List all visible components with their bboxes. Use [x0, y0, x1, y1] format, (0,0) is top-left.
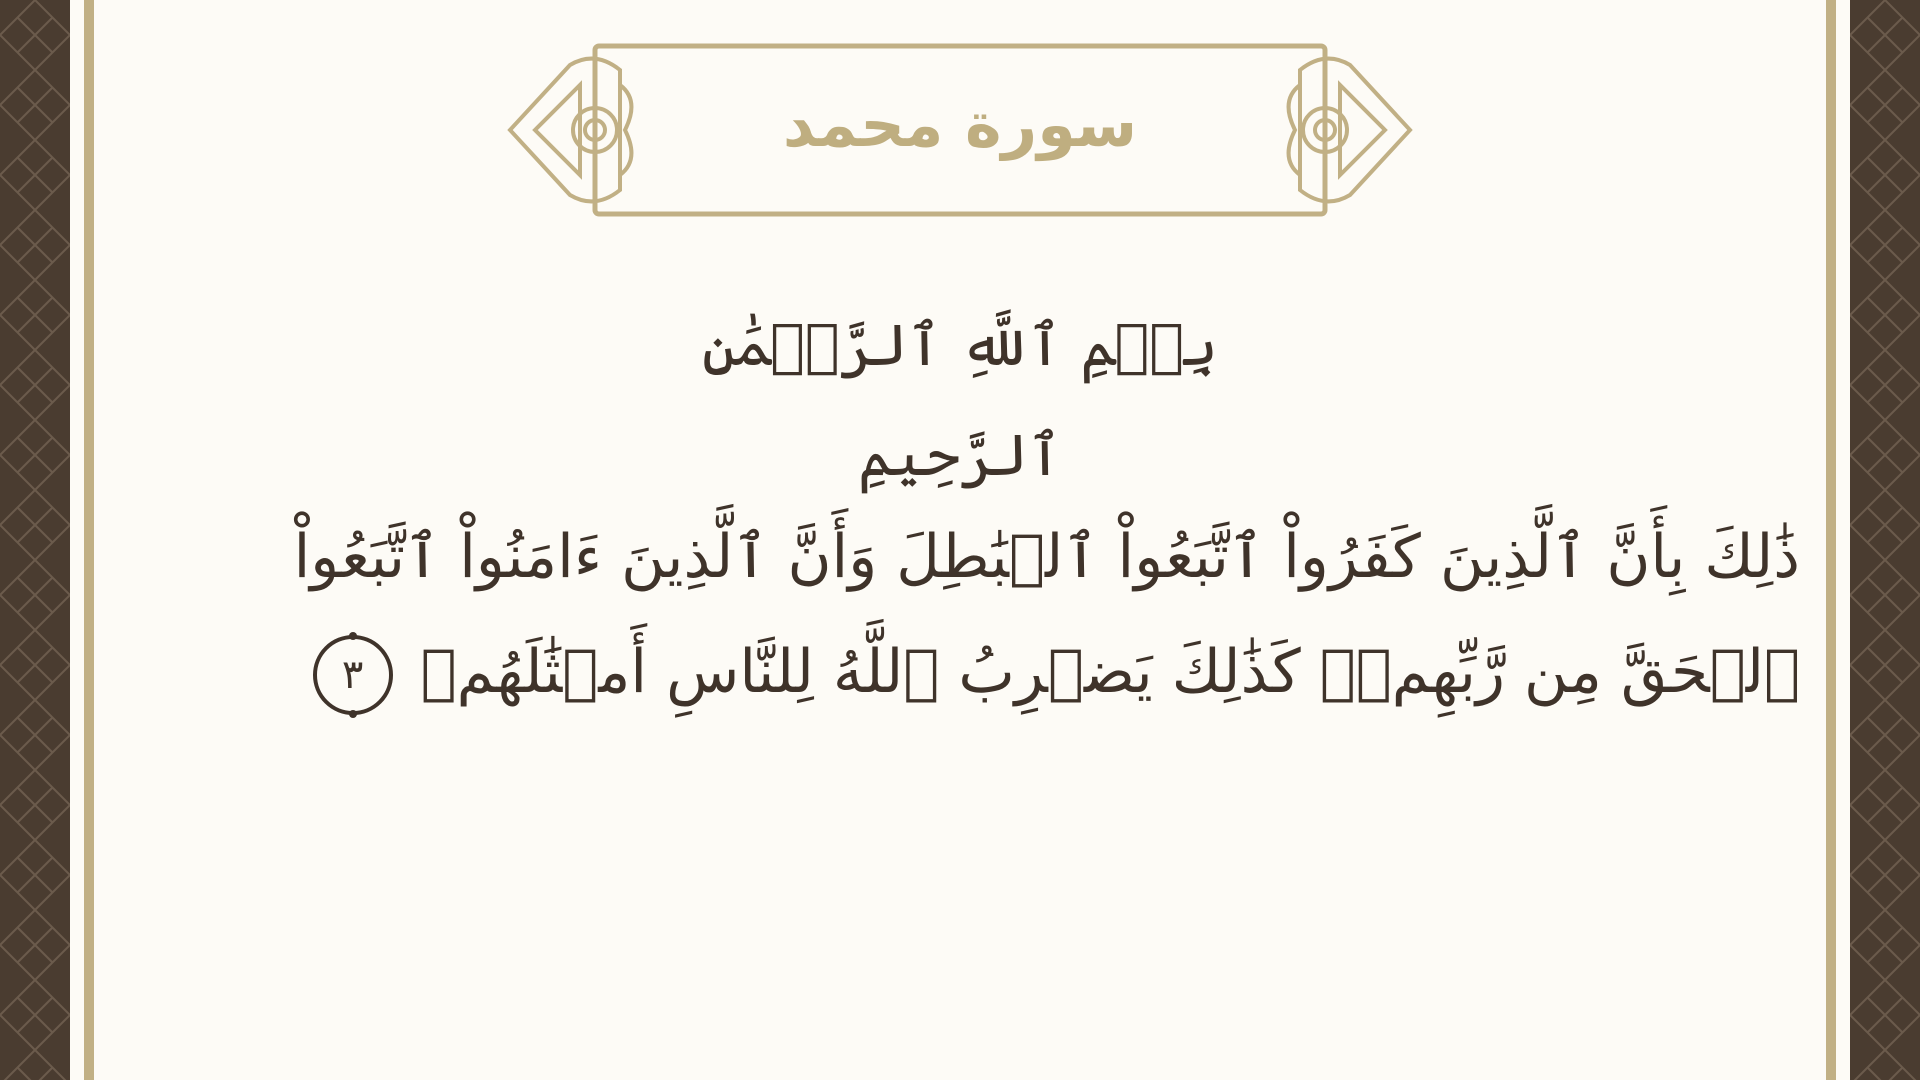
right-gold-rule — [1826, 0, 1836, 1080]
verse-line-1: ذَٰلِكَ بِأَنَّ ٱلَّذِينَ كَفَرُواْ ٱتَّبَعُواْ ٱلۡبَٰطِلَ وَأَنَّ ٱلَّذِينَ ءَامَنُواْ ٱتَّبَعُواْ — [293, 522, 1800, 592]
verse-line-2 — [340, 615, 1800, 730]
verse-line-2-text: ٱلۡحَقَّ مِن رَّبِّهِمۡۚ كَذَٰلِكَ يَضۡرِبُ ٱللَّهُ لِلنَّاسِ أَمۡثَٰلَهُمۡ — [420, 637, 1800, 707]
surah-title-frame — [500, 40, 1420, 230]
left-gold-rule — [84, 0, 94, 1080]
left-ornamental-border — [0, 0, 70, 1080]
right-ornamental-border — [1850, 0, 1920, 1080]
basmala-calligraphy: بِسۡمِ ٱللَّهِ ٱلرَّحۡمَٰنِ ٱلرَّحِيمِ — [702, 311, 1218, 489]
lattice-pattern-icon — [1850, 0, 1920, 1080]
verse-text — [293, 500, 1800, 730]
surah-title: سورة محمد — [782, 88, 1138, 161]
ayah-end-marker — [309, 631, 397, 719]
lattice-pattern-icon — [0, 0, 70, 1080]
ayah-number: ٣ — [341, 652, 364, 699]
